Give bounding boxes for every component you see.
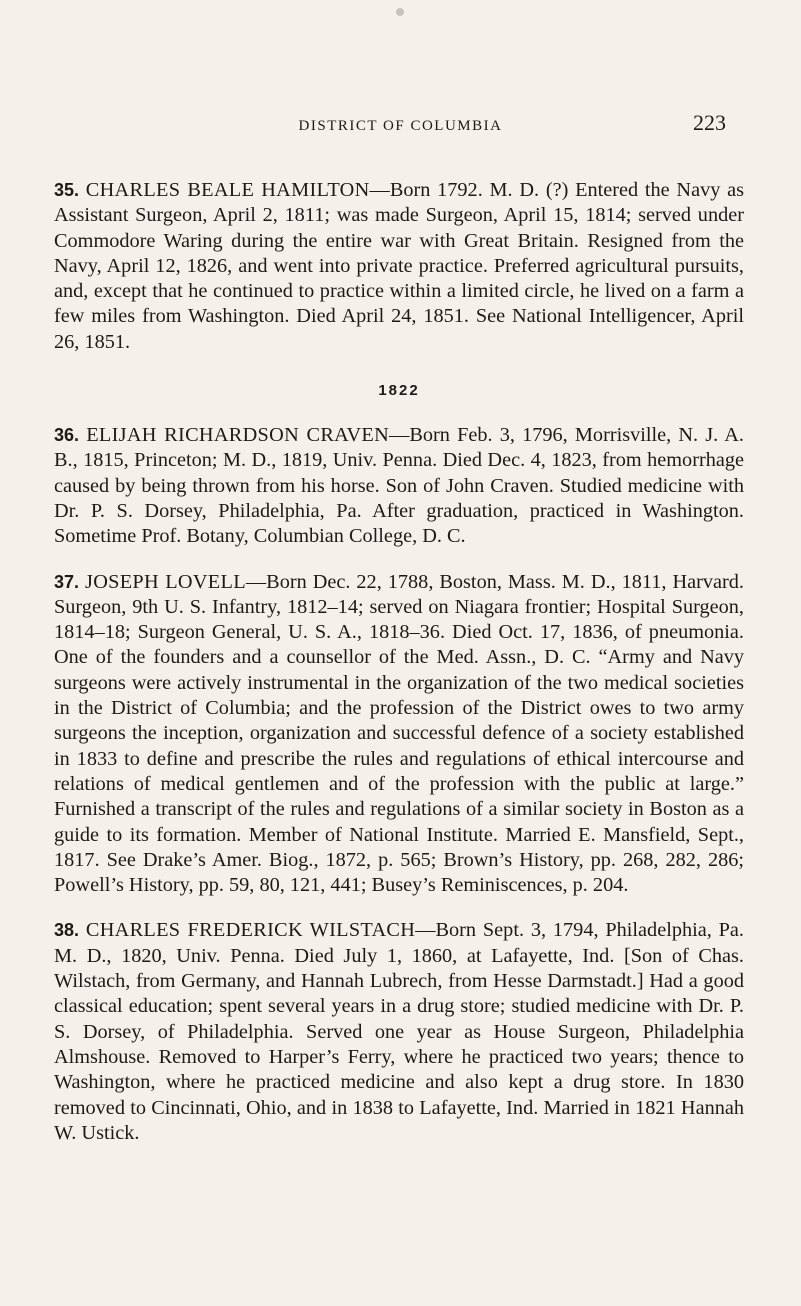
entry-text: —Born Sept. 3, 1794, Philadelphia, Pa. M. D., 1820, Univ. Penna. Died July 1, 1860, at Lafayette, Ind. [Son of Chas. Wilstach, from Germany, and Hannah Lubrech, from Hesse Darmstadt.] Had a good classical education; spent several years in a drug store; studied medicine with Dr. P. S. Dorsey, of Philadelphia. Served one year as House Surgeon, Philadelphia Almshouse. Removed to Harper’s Ferry, where he practiced two years; thence to Washington, where he practiced medicine and also kept a drug store. In 1830 removed to Cincinnati, Ohio, and in 1838 to Lafayette, Ind. Married in 1821 Hannah W. Ustick. xyxy=(54,919,745,1144)
entry-38 xyxy=(54,918,744,1146)
entry-text: —Born 1792. M. D. (?) Entered the Navy as Assistant Surgeon, April 2, 1811; was made Surgeon, April 15, 1814; served under Commodore Waring during the entire war with Great Britain. Resigned from the Navy, April 12, 1826, and went into private practice. Preferred agricultural pursuits, and, except that he continued to practice within a limited circle, he lived on a farm a few miles from Washington. Died April 24, 1851. See National Intelligencer, April 26, 1851. xyxy=(54,179,744,353)
running-head: DISTRICT OF COLUMBIA xyxy=(298,118,503,134)
body-text xyxy=(54,178,744,1146)
entry-number: 37. xyxy=(54,571,80,592)
entry-name: CHARLES BEALE HAMILTON xyxy=(85,179,370,201)
entry-name: CHARLES FREDERICK WILSTACH xyxy=(85,919,416,942)
entry-number: 38. xyxy=(54,920,80,941)
entry-name: ELIJAH RICHARDSON CRAVEN xyxy=(86,424,390,447)
printing-mark xyxy=(396,8,404,16)
entry-35 xyxy=(54,178,744,355)
entry-37 xyxy=(54,570,744,899)
entry-text: —Born Feb. 3, 1796, Morrisville, N. J. A. B., 1815, Princeton; M. D., 1819, Univ. Penna. Died Dec. 4, 1823, from hemorrhage caused by being thrown from his horse. Son of John Craven. Studied medicine with Dr. P. S. Dorsey, Philadelphia, Pa. After graduation, practiced in Washington. Sometime Prof. Botany, Columbian College, D. C. xyxy=(54,424,744,548)
page-number: 223 xyxy=(693,110,726,135)
entry-name: JOSEPH LOVELL xyxy=(85,570,246,593)
entry-text: —Born Dec. 22, 1788, Boston, Mass. M. D., 1811, Harvard. Surgeon, 9th U. S. Infantry, 1812–14; served on Niagara frontier; Hospital Surgeon, 1814–18; Surgeon General, U. S. A., 1818–36. Died Oct. 17, 1836, of pneumonia. One of the founders and a counsellor of the Med. Assn., D. C. “Army and Navy surgeons were actively instrumental in the organization of the two medical societies in the District of Columbia; and the profession of the District owes to two army surgeons the inception, organization and successful defence of a society established in 1833 to define and prescribe the rules and regulations of ethical intercourse and relations of medical gentlemen and of the profession with the public at large.” Furnished a transcript of the rules and regulations of a similar society in Boston as a guide to its formation. Member of National Institute. Married E. Mansfield, Sept., 1817. See Drake’s Amer. Biog., 1872, p. 565; Brown’s History, pp. 268, 282, 286; Powell’s History, pp. 59, 80, 121, 441; Busey’s Reminiscences, p. 204. xyxy=(54,570,744,897)
entry-number: 35. xyxy=(54,180,80,200)
entry-36 xyxy=(54,423,744,549)
year-heading: 1822 xyxy=(378,382,420,400)
entry-number: 36. xyxy=(54,425,80,446)
